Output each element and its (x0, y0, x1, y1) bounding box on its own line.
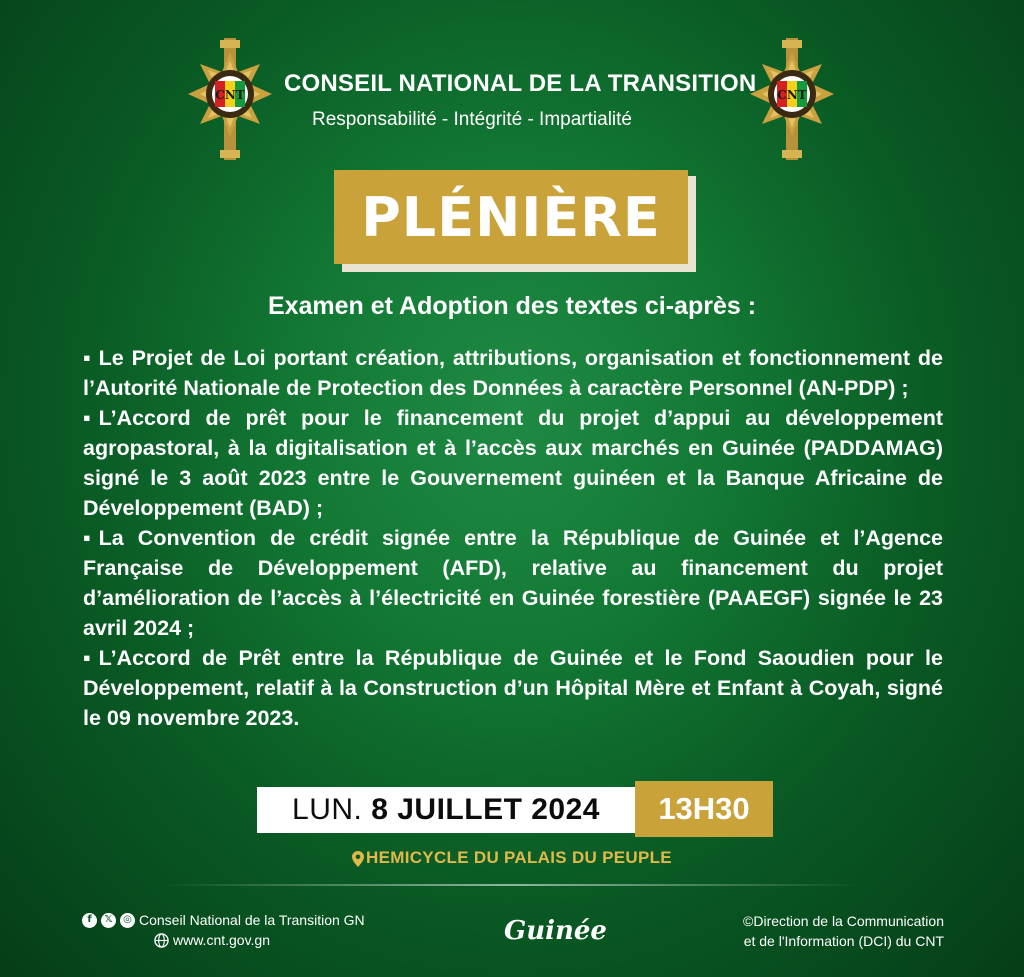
website-row (154, 930, 365, 950)
session-date-value: 8 JUILLET 2024 (371, 793, 600, 826)
social-row (82, 910, 365, 930)
credit-line-1: ©Direction de la Communication (743, 913, 944, 929)
bullet-icon: ▪ (83, 526, 91, 550)
agenda-item-text: L’Accord de Prêt entre la République de Guinée et le Fond Saoudien pour le Développement, relatif à la Construction d’un Hôpital Mère et Enfant à Coyah, signé le 09 novembre 2023. (83, 646, 943, 730)
session-time: 13H30 (635, 781, 773, 837)
website-link[interactable]: www.cnt.gov.gn (173, 932, 271, 948)
bullet-icon: ▪ (83, 346, 91, 370)
session-date (257, 787, 635, 833)
bullet-icon: ▪ (83, 646, 91, 670)
agenda-item-text: Le Projet de Loi portant création, attributions, organisation et fonctionnement de l’Autorité Nationale de Protection des Données à caractère Personnel (AN-PDP) ; (83, 346, 943, 400)
session-banner (334, 170, 688, 264)
agenda-item (83, 403, 943, 523)
organization-title: CONSEIL NATIONAL DE LA TRANSITION (284, 70, 757, 97)
social-account-name: Conseil National de la Transition GN (139, 912, 365, 928)
location-pin-icon (352, 851, 364, 867)
session-venue (0, 848, 1024, 868)
emblem-label: CNT (215, 88, 245, 102)
agenda-heading: Examen et Adoption des textes ci-après : (267, 292, 757, 320)
session-day: LUN. (292, 793, 363, 826)
cnt-emblem-left (184, 38, 276, 160)
facebook-icon[interactable]: f (82, 913, 97, 928)
agenda-item (83, 523, 943, 643)
agenda-item (83, 343, 943, 403)
agenda-list (83, 343, 943, 733)
emblem-label: CNT (777, 88, 807, 102)
credit-line-2: et de l'Information (DCI) du CNT (743, 933, 944, 949)
globe-icon (154, 933, 169, 948)
instagram-icon[interactable]: ◎ (120, 913, 135, 928)
bullet-icon: ▪ (83, 406, 91, 430)
footer-credit (743, 911, 944, 951)
agenda-item (83, 643, 943, 733)
agenda-item-text: La Convention de crédit signée entre la République de Guinée et l’Agence Française de Développement (AFD), relative au financement du projet d’amélioration de l’accès à l’électricité en Guinée forestière (PAAEGF) signée le 23 avril 2024 ; (83, 526, 943, 640)
guinee-brand-logo: Guinée (504, 916, 607, 946)
organization-motto: Responsabilité - Intégrité - Impartialité (312, 109, 632, 130)
x-icon[interactable]: 𝕏 (101, 913, 116, 928)
footer-contact (82, 910, 365, 950)
cnt-emblem-right (746, 38, 838, 160)
footer-divider (160, 884, 864, 886)
agenda-item-text: L’Accord de prêt pour le financement du projet d’appui au développement agropastoral, à la digitalisation et à l’accès aux marchés en Guinée (PADDAMAG) signé le 3 août 2023 entre le Gouvernement guinéen et la Banque Africaine de Développement (BAD) ; (83, 406, 943, 520)
venue-label: HEMICYCLE DU PALAIS DU PEUPLE (366, 848, 672, 867)
session-type-label: PLÉNIÈRE (361, 185, 661, 249)
